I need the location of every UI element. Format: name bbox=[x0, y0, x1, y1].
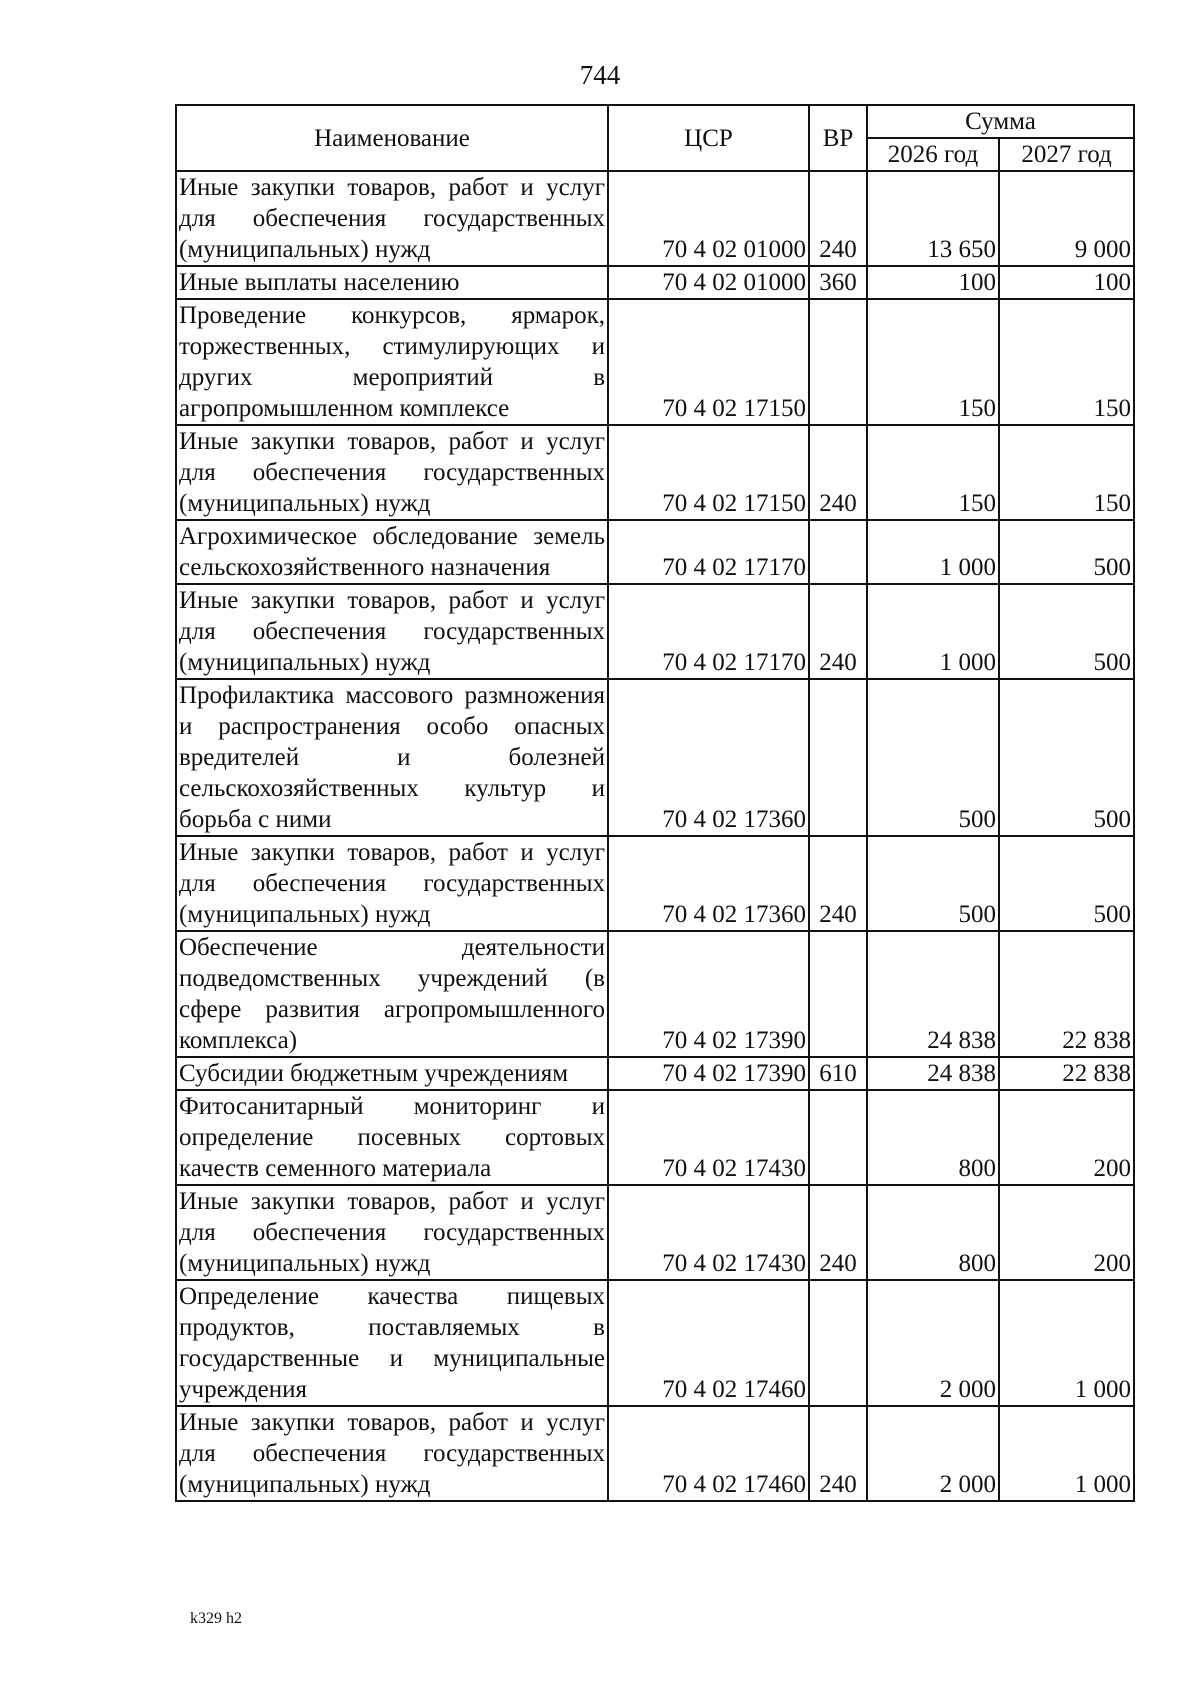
row-csr-cell: 70 4 02 17170 bbox=[608, 584, 809, 679]
row-csr-cell: 70 4 02 17360 bbox=[608, 679, 809, 836]
page-number: 744 bbox=[579, 60, 621, 90]
row-vr-cell bbox=[809, 520, 867, 584]
row-amount-2027-cell: 500 bbox=[999, 836, 1134, 931]
row-csr-cell: 70 4 02 17360 bbox=[608, 836, 809, 931]
row-csr-cell: 70 4 02 17430 bbox=[608, 1185, 809, 1280]
row-amount-2026-cell: 150 bbox=[867, 425, 999, 520]
row-vr-cell: 360 bbox=[809, 266, 867, 299]
row-name-cell: Иные закупки товаров, работ и услуг для обеспечения государственных (муниципальных) нужд bbox=[176, 1185, 608, 1280]
row-vr-cell bbox=[809, 299, 867, 425]
row-amount-2027-cell: 500 bbox=[999, 520, 1134, 584]
row-amount-2026-cell: 500 bbox=[867, 679, 999, 836]
row-csr-cell: 70 4 02 17390 bbox=[608, 931, 809, 1057]
row-amount-2027-cell: 200 bbox=[999, 1090, 1134, 1185]
row-name-cell: Обеспечение деятельности подведомственных учреждений (в сфере развития агропромышленного комплекса) bbox=[176, 931, 608, 1057]
row-vr-cell bbox=[809, 679, 867, 836]
row-amount-2027-cell: 22 838 bbox=[999, 1057, 1134, 1090]
row-name-cell: Фитосанитарный мониторинг и определение посевных сортовых качеств семенного материала bbox=[176, 1090, 608, 1185]
header-vr: ВР bbox=[809, 105, 867, 171]
row-name-cell: Субсидии бюджетным учреждениям bbox=[176, 1057, 608, 1090]
footer-code: k329 h2 bbox=[190, 1610, 242, 1627]
row-vr-cell: 610 bbox=[809, 1057, 867, 1090]
row-name-cell: Профилактика массового размножения и распространения особо опасных вредителей и болезней сельскохозяйственных культур и борьба с ними bbox=[176, 679, 608, 836]
row-vr-cell: 240 bbox=[809, 1406, 867, 1501]
table-row bbox=[176, 171, 1134, 266]
row-amount-2027-cell: 1 000 bbox=[999, 1406, 1134, 1501]
table-row bbox=[176, 1090, 1134, 1185]
row-amount-2027-cell: 150 bbox=[999, 425, 1134, 520]
row-amount-2026-cell: 1 000 bbox=[867, 520, 999, 584]
row-amount-2027-cell: 500 bbox=[999, 679, 1134, 836]
row-amount-2027-cell: 150 bbox=[999, 299, 1134, 425]
row-csr-cell: 70 4 02 01000 bbox=[608, 266, 809, 299]
row-amount-2027-cell: 100 bbox=[999, 266, 1134, 299]
row-csr-cell: 70 4 02 17460 bbox=[608, 1406, 809, 1501]
row-csr-cell: 70 4 02 01000 bbox=[608, 171, 809, 266]
table-body bbox=[176, 171, 1134, 1501]
row-amount-2027-cell: 200 bbox=[999, 1185, 1134, 1280]
row-amount-2026-cell: 800 bbox=[867, 1185, 999, 1280]
table-header bbox=[176, 105, 1134, 171]
row-amount-2026-cell: 24 838 bbox=[867, 1057, 999, 1090]
row-vr-cell bbox=[809, 931, 867, 1057]
row-amount-2027-cell: 22 838 bbox=[999, 931, 1134, 1057]
header-csr: ЦСР bbox=[608, 105, 809, 171]
row-amount-2026-cell: 150 bbox=[867, 299, 999, 425]
row-amount-2026-cell: 2 000 bbox=[867, 1280, 999, 1406]
row-name-cell: Агрохимическое обследование земель сельскохозяйственного назначения bbox=[176, 520, 608, 584]
budget-table bbox=[175, 104, 1135, 1502]
row-amount-2026-cell: 2 000 bbox=[867, 1406, 999, 1501]
table-row bbox=[176, 520, 1134, 584]
row-amount-2027-cell: 500 bbox=[999, 584, 1134, 679]
table-row bbox=[176, 266, 1134, 299]
row-name-cell: Иные закупки товаров, работ и услуг для обеспечения государственных (муниципальных) нужд bbox=[176, 584, 608, 679]
header-name: Наименование bbox=[176, 105, 608, 171]
row-vr-cell: 240 bbox=[809, 171, 867, 266]
row-name-cell: Иные выплаты населению bbox=[176, 266, 608, 299]
table-row bbox=[176, 1057, 1134, 1090]
row-amount-2027-cell: 1 000 bbox=[999, 1280, 1134, 1406]
row-amount-2027-cell: 9 000 bbox=[999, 171, 1134, 266]
header-year-2026: 2026 год bbox=[867, 138, 999, 171]
row-amount-2026-cell: 24 838 bbox=[867, 931, 999, 1057]
row-csr-cell: 70 4 02 17390 bbox=[608, 1057, 809, 1090]
row-amount-2026-cell: 100 bbox=[867, 266, 999, 299]
row-name-cell: Иные закупки товаров, работ и услуг для обеспечения государственных (муниципальных) нужд bbox=[176, 836, 608, 931]
row-amount-2026-cell: 800 bbox=[867, 1090, 999, 1185]
row-csr-cell: 70 4 02 17170 bbox=[608, 520, 809, 584]
row-name-cell: Проведение конкурсов, ярмарок, торжественных, стимулирующих и других мероприятий в агропромышленном комплексе bbox=[176, 299, 608, 425]
table-row bbox=[176, 679, 1134, 836]
row-vr-cell: 240 bbox=[809, 584, 867, 679]
row-csr-cell: 70 4 02 17150 bbox=[608, 299, 809, 425]
row-name-cell: Иные закупки товаров, работ и услуг для обеспечения государственных (муниципальных) нужд bbox=[176, 171, 608, 266]
table-row bbox=[176, 1185, 1134, 1280]
row-csr-cell: 70 4 02 17430 bbox=[608, 1090, 809, 1185]
table-row bbox=[176, 425, 1134, 520]
row-amount-2026-cell: 13 650 bbox=[867, 171, 999, 266]
table-row bbox=[176, 299, 1134, 425]
table-row bbox=[176, 836, 1134, 931]
row-vr-cell bbox=[809, 1090, 867, 1185]
table-row bbox=[176, 1406, 1134, 1501]
row-vr-cell bbox=[809, 1280, 867, 1406]
row-vr-cell: 240 bbox=[809, 836, 867, 931]
table-row bbox=[176, 1280, 1134, 1406]
header-sum: Сумма bbox=[867, 105, 1134, 138]
row-vr-cell: 240 bbox=[809, 425, 867, 520]
header-year-2027: 2027 год bbox=[999, 138, 1134, 171]
table-row bbox=[176, 931, 1134, 1057]
row-csr-cell: 70 4 02 17460 bbox=[608, 1280, 809, 1406]
row-vr-cell: 240 bbox=[809, 1185, 867, 1280]
row-name-cell: Иные закупки товаров, работ и услуг для обеспечения государственных (муниципальных) нужд bbox=[176, 1406, 608, 1501]
row-csr-cell: 70 4 02 17150 bbox=[608, 425, 809, 520]
row-amount-2026-cell: 1 000 bbox=[867, 584, 999, 679]
row-name-cell: Иные закупки товаров, работ и услуг для обеспечения государственных (муниципальных) нужд bbox=[176, 425, 608, 520]
table-row bbox=[176, 584, 1134, 679]
row-amount-2026-cell: 500 bbox=[867, 836, 999, 931]
row-name-cell: Определение качества пищевых продуктов, поставляемых в государственные и муниципальные учреждения bbox=[176, 1280, 608, 1406]
